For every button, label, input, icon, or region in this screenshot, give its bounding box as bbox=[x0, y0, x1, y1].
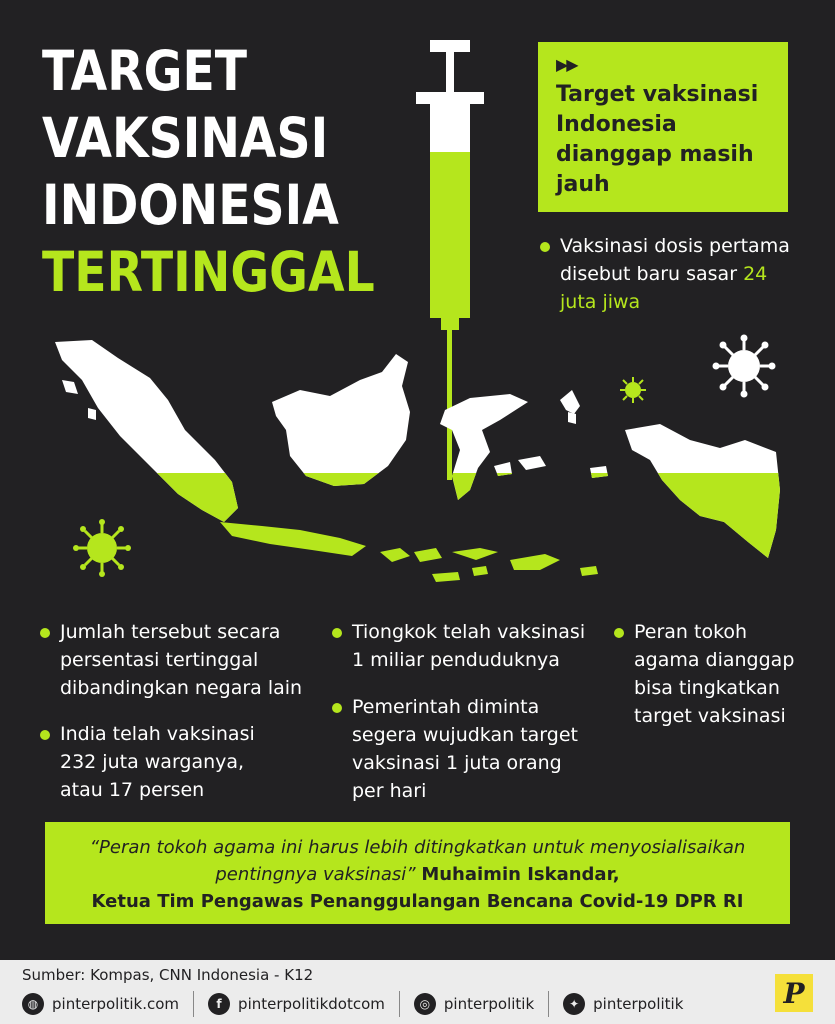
bullet-text: Vaksinasi dosis pertama disebut baru sasar bbox=[560, 235, 790, 285]
bullet-dot bbox=[332, 703, 342, 713]
bullet-item bbox=[352, 693, 582, 805]
bullet-text: India telah vaksinasi 232 juta warganya, atau 17 persen bbox=[60, 723, 255, 801]
bullet-text: Jumlah tersebut secara persentasi tertinggal dibandingkan negara lain bbox=[60, 621, 303, 699]
bullet-dot bbox=[332, 628, 342, 638]
globe-icon: ◍ bbox=[22, 993, 44, 1015]
bullet-highlight: 24 juta jiwa bbox=[560, 263, 768, 313]
social-label: pinterpolitik.com bbox=[52, 995, 180, 1013]
social-label: pinterpolitikdotcom bbox=[238, 995, 385, 1013]
virus-icon bbox=[73, 519, 131, 577]
bullet-item bbox=[560, 232, 790, 316]
social-links bbox=[22, 991, 697, 1017]
social-instagram[interactable] bbox=[414, 993, 534, 1015]
virus-icon bbox=[620, 377, 646, 403]
quote-role: Ketua Tim Pengawas Penanggulangan Bencana Covid-19 DPR RI bbox=[91, 891, 744, 912]
social-facebook[interactable] bbox=[208, 993, 385, 1015]
title-line: TARGET bbox=[42, 39, 248, 103]
indonesia-map-icon bbox=[0, 290, 835, 600]
page-title bbox=[42, 38, 375, 306]
pinterpolitik-logo: P bbox=[775, 974, 813, 1012]
highlight-text: Target vaksinasi Indonesia dianggap masih jauh bbox=[556, 82, 759, 197]
footer bbox=[0, 960, 835, 1024]
virus-icon bbox=[713, 335, 776, 398]
title-line-highlight: TERTINGGAL bbox=[42, 240, 375, 304]
quote-text: “Peran tokoh agama ini harus lebih ditingkatkan untuk menyosialisaikan pentingnya vaksinasi” bbox=[89, 837, 746, 885]
title-line: VAKSINASI bbox=[42, 106, 329, 170]
divider bbox=[399, 991, 400, 1017]
highlight-box bbox=[538, 42, 788, 212]
bullet-dot bbox=[540, 242, 550, 252]
bullet-text: Peran tokoh agama dianggap bisa tingkatkan target vaksinasi bbox=[634, 621, 795, 727]
social-website[interactable] bbox=[22, 993, 179, 1015]
social-label: pinterpolitik bbox=[593, 995, 684, 1013]
social-twitter[interactable] bbox=[563, 993, 683, 1015]
facebook-icon: f bbox=[208, 993, 230, 1015]
bullet-dot bbox=[40, 628, 50, 638]
islands-small-green bbox=[220, 522, 598, 582]
instagram-icon: ◎ bbox=[414, 993, 436, 1015]
twitter-icon: ✦ bbox=[563, 993, 585, 1015]
source-text: Sumber: Kompas, CNN Indonesia - K12 bbox=[22, 966, 314, 984]
divider bbox=[193, 991, 194, 1017]
bullet-dot bbox=[614, 628, 624, 638]
bullet-dot bbox=[40, 730, 50, 740]
bullet-item bbox=[60, 618, 320, 702]
divider bbox=[548, 991, 549, 1017]
social-label: pinterpolitik bbox=[443, 995, 535, 1013]
title-line: INDONESIA bbox=[42, 173, 339, 237]
bullet-text: Tiongkok telah vaksinasi 1 miliar penduduknya bbox=[352, 621, 586, 671]
fast-forward-icon: ▶▶ bbox=[556, 55, 577, 74]
bullet-item bbox=[60, 720, 290, 804]
bullet-item bbox=[634, 618, 814, 730]
islands-white bbox=[55, 340, 780, 558]
quote-box bbox=[45, 822, 790, 924]
bullet-item bbox=[352, 618, 602, 674]
bullet-text: Pemerintah diminta segera wujudkan target vaksinasi 1 juta orang per hari bbox=[352, 696, 578, 802]
quote-speaker: Muhaimin Iskandar, bbox=[421, 864, 620, 885]
